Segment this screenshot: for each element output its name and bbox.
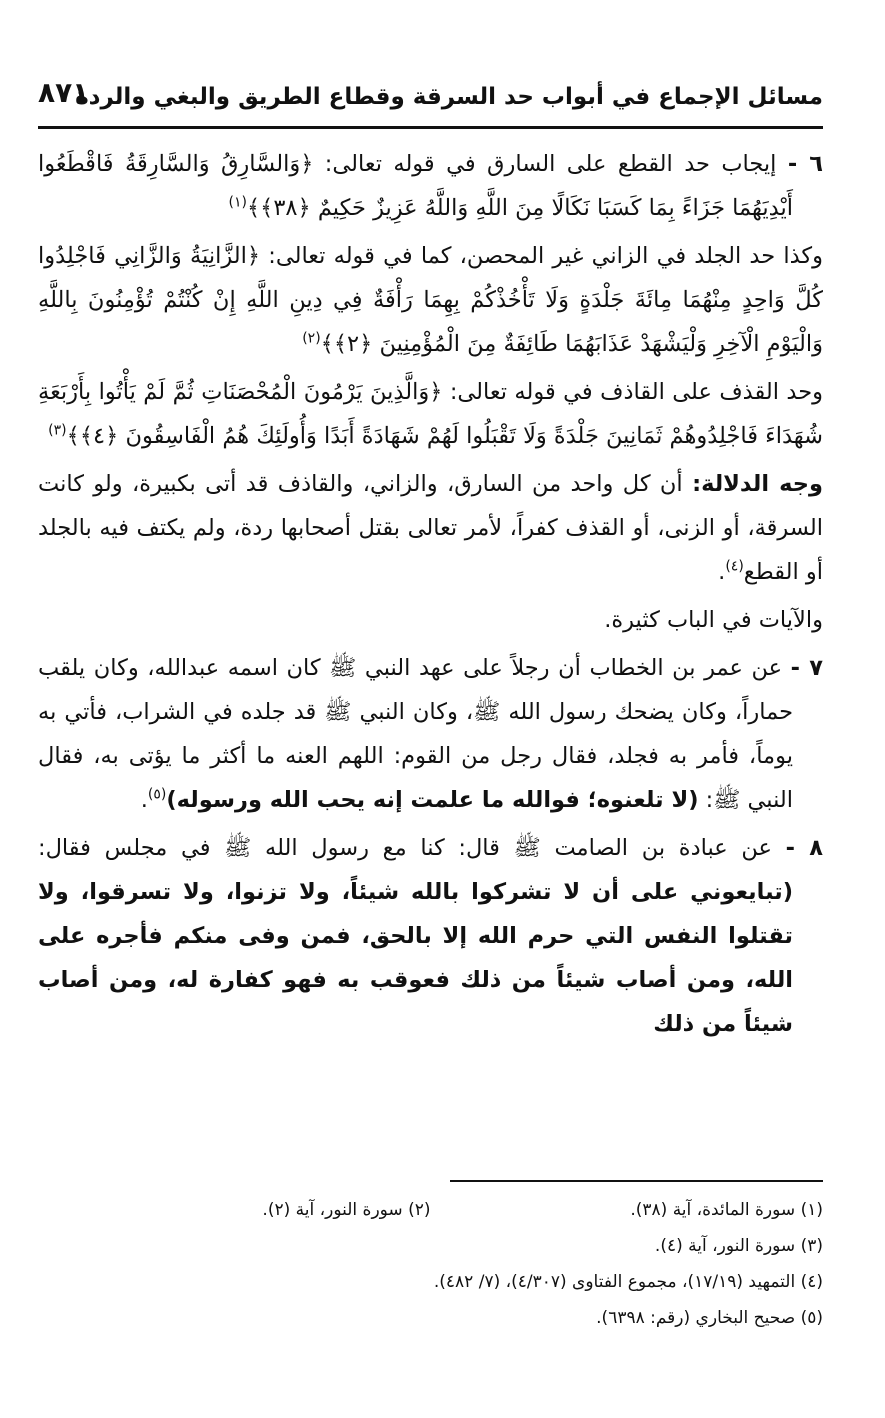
item-number: ٧ - [790,655,823,681]
footnote-ref: (٤) [725,558,744,575]
hadith-quote: (لا تلعنوه؛ فوالله ما علمت إنه يحب الله ورسوله) [166,787,699,813]
period: . [140,787,148,813]
quran-verse: ﴿وَالسَّارِقُ وَالسَّارِقَةُ فَاقْطَعُوا أَيْدِيَهُمَا جَزَاءً بِمَا كَسَبَا نَكَالًا مِنَ اللَّهِ وَاللَّهُ عَزِيزٌ حَكِيمٌ ﴿٣٨﴾﴾ [38,151,793,221]
page-number: ٨٧١ [38,76,90,109]
paragraph-text: أن كل واحد من السارق، والزاني، والقاذف قد أتى بكبيرة، ولو كانت السرقة، أو الزنى، أو القذف كفراً، لأمر تعالى بقتل أصحابها ردة، ولم يكتف فيه بالجلد أو القطع [38,471,823,585]
footnote-2: (٢) سورة النور، آية (٢). [262,1200,431,1220]
footnote-ref: (٣) [48,422,67,439]
footnote-ref: (٢) [302,330,321,347]
paragraph-qadhf [38,370,823,458]
footnote-5: (٥) صحيح البخاري (رقم: ٦٣٩٨). [596,1308,823,1328]
item-7 [38,646,823,822]
running-title: مسائل الإجماع في أبواب حد السرقة وقطاع الطريق والبغي والردة [75,84,823,110]
footnote-ref: (٥) [147,786,167,803]
main-text [38,142,823,1050]
footnote-4: (٤) التمهيد (١٧/١٩)، مجموع الفتاوى (٤/٣٠٧)، (٧/ ٤٨٢). [433,1272,823,1292]
paragraph-text: وكذا حد الجلد في الزاني غير المحصن، كما في قوله تعالى: [260,243,823,269]
footnote-3: (٣) سورة النور، آية (٤). [654,1236,823,1256]
page-header [38,68,823,129]
item-6 [38,142,823,230]
paragraph-ayat: والآيات في الباب كثيرة. [604,607,823,633]
item-8 [38,826,823,1046]
paragraph-text: وحد القذف على القاذف في قوله تعالى: [442,379,823,405]
quran-verse: ﴿وَالَّذِينَ يَرْمُونَ الْمُحْصَنَاتِ ثُمَّ لَمْ يَأْتُوا بِأَرْبَعَةِ شُهَدَاءَ فَاجْلِدُوهُمْ ثَمَانِينَ جَلْدَةً وَلَا تَقْبَلُوا لَهُمْ شَهَادَةً أَبَدًا وَأُولَئِكَ هُمُ الْفَاسِقُونَ ﴿٤﴾﴾ [38,379,823,449]
item-text: عن عمر بن الخطاب أن رجلاً على عهد النبي ﷺ كان اسمه عبدالله، وكان يلقب حماراً، وكان يضحك رسول الله ﷺ، وكان النبي ﷺ قد جلده في الشراب، فأتي به يوماً، فأمر به فجلد، فقال رجل من القوم: اللهم العنه ما أكثر ما يؤتى به، فقال النبي ﷺ: [38,655,793,813]
hadith-quote: (تبايعوني على أن لا تشركوا بالله شيئاً، ولا تزنوا، ولا تسرقوا، ولا تقتلوا النفس التي حرم الله إلا بالحق، فمن وفى منكم فأجره على الله، ومن أصاب شيئاً من ذلك فعوقب به فهو كفارة له، ومن أصاب شيئاً من ذلك [38,879,793,1037]
dalala-label: وجه الدلالة: [692,471,823,497]
item-text: إيجاب حد القطع على السارق في قوله تعالى: [313,151,788,177]
footnotes [38,1192,823,1336]
item-number: ٦ - [787,151,823,177]
item-text: عن عبادة بن الصامت ﷺ قال: كنا مع رسول الله ﷺ في مجلس فقال: [38,835,786,861]
footnote-ref: (١) [228,194,247,211]
footnote-1: (١) سورة المائدة، آية (٣٨). [630,1200,823,1220]
item-number: ٨ - [785,835,824,861]
period: . [718,559,726,585]
footnote-divider [450,1180,823,1182]
paragraph-dalala [38,462,823,594]
quran-verse: ﴿الزَّانِيَةُ وَالزَّانِي فَاجْلِدُوا كُلَّ وَاحِدٍ مِنْهُمَا مِائَةَ جَلْدَةٍ وَلَا تَأْخُذْكُمْ بِهِمَا رَأْفَةٌ فِي دِينِ اللَّهِ إِنْ كُنْتُمْ تُؤْمِنُونَ بِاللَّهِ وَالْيَوْمِ الْآخِرِ وَلْيَشْهَدْ عَذَابَهُمَا طَائِفَةٌ مِنَ الْمُؤْمِنِينَ ﴿٢﴾﴾ [38,243,823,357]
paragraph-zina [38,234,823,366]
footnote-row [38,1192,823,1228]
